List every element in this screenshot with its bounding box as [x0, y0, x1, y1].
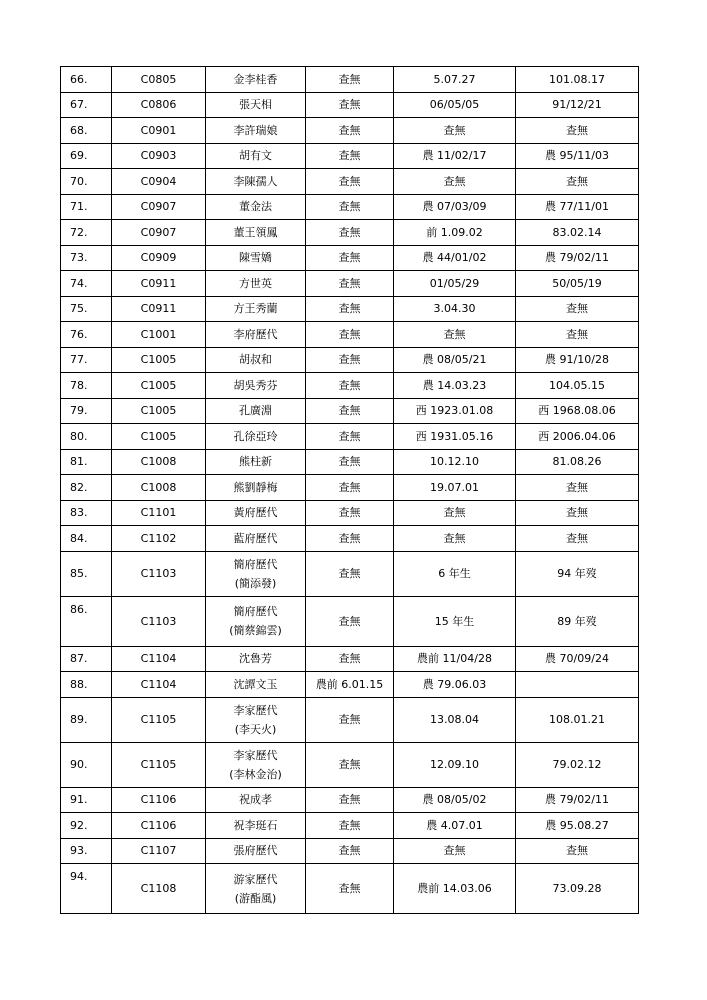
date-cell: 西 1923.01.08 [394, 398, 516, 424]
row-number-cell: 89. [61, 697, 112, 742]
name-line: 藍府歷代 [233, 531, 278, 545]
name-line: 黃府歷代 [233, 506, 278, 520]
date-cell: 農 95/11/03 [516, 143, 639, 169]
name-line: 李許瑞娘 [233, 123, 278, 137]
row-number-cell: 79. [61, 398, 112, 424]
date-cell: 89 年歿 [516, 596, 639, 646]
date-cell: 81.08.26 [516, 449, 639, 475]
name-cell [206, 697, 306, 742]
name-line: 李家歷代 [233, 748, 278, 762]
status-cell: 查無 [306, 864, 394, 914]
row-number-cell: 90. [61, 742, 112, 787]
name-subline: (李天火) [234, 722, 277, 736]
status-cell: 查無 [306, 596, 394, 646]
date-cell: 農 14.03.23 [394, 373, 516, 399]
table-row [61, 813, 639, 839]
code-cell: C1008 [112, 475, 206, 501]
table-row [61, 551, 639, 596]
name-line: 熊柱新 [239, 455, 272, 469]
code-cell: C1005 [112, 424, 206, 450]
name-cell [206, 245, 306, 271]
status-cell: 查無 [306, 347, 394, 373]
date-cell: 查無 [516, 296, 639, 322]
date-cell: 查無 [394, 526, 516, 552]
name-cell [206, 92, 306, 118]
date-cell: 13.08.04 [394, 697, 516, 742]
date-cell: 73.09.28 [516, 864, 639, 914]
code-cell: C0903 [112, 143, 206, 169]
table-row [61, 296, 639, 322]
status-cell: 查無 [306, 143, 394, 169]
date-cell: 農 91/10/28 [516, 347, 639, 373]
date-cell: 查無 [516, 322, 639, 348]
code-cell: C0806 [112, 92, 206, 118]
status-cell: 查無 [306, 838, 394, 864]
name-line: 董王領鳳 [233, 225, 278, 239]
name-cell [206, 864, 306, 914]
table-row [61, 245, 639, 271]
date-cell: 農前 11/04/28 [394, 646, 516, 672]
table-row [61, 271, 639, 297]
name-cell [206, 118, 306, 144]
status-cell: 查無 [306, 424, 394, 450]
table-row [61, 220, 639, 246]
row-number-cell: 94. [61, 864, 112, 914]
date-cell: 查無 [516, 500, 639, 526]
date-cell: 前 1.09.02 [394, 220, 516, 246]
status-cell: 查無 [306, 322, 394, 348]
name-cell [206, 271, 306, 297]
table-row [61, 347, 639, 373]
date-cell: 西 1968.08.06 [516, 398, 639, 424]
row-number-cell: 69. [61, 143, 112, 169]
date-cell: 83.02.14 [516, 220, 639, 246]
row-number-cell: 82. [61, 475, 112, 501]
date-cell: 104.05.15 [516, 373, 639, 399]
row-number-cell: 80. [61, 424, 112, 450]
date-cell: 查無 [394, 118, 516, 144]
code-cell: C1106 [112, 787, 206, 813]
row-number-cell: 93. [61, 838, 112, 864]
row-number-cell: 92. [61, 813, 112, 839]
row-number-cell: 68. [61, 118, 112, 144]
date-cell: 查無 [516, 169, 639, 195]
code-cell: C0907 [112, 220, 206, 246]
table-row [61, 526, 639, 552]
status-cell: 查無 [306, 296, 394, 322]
code-cell: C1005 [112, 347, 206, 373]
name-subline: (簡添發) [234, 576, 277, 590]
name-cell [206, 787, 306, 813]
name-cell [206, 67, 306, 93]
code-cell: C1105 [112, 742, 206, 787]
code-cell: C1103 [112, 596, 206, 646]
name-line: 張天相 [239, 98, 272, 112]
table-row [61, 424, 639, 450]
name-line: 孔徐亞玲 [233, 429, 278, 443]
status-cell: 查無 [306, 169, 394, 195]
name-cell [206, 596, 306, 646]
row-number-cell: 75. [61, 296, 112, 322]
code-cell: C1005 [112, 373, 206, 399]
row-number-cell: 87. [61, 646, 112, 672]
status-cell: 查無 [306, 551, 394, 596]
date-cell: 查無 [516, 838, 639, 864]
code-cell: C0911 [112, 296, 206, 322]
name-cell [206, 551, 306, 596]
date-cell: 12.09.10 [394, 742, 516, 787]
status-cell: 查無 [306, 194, 394, 220]
row-number-cell: 72. [61, 220, 112, 246]
date-cell: 15 年生 [394, 596, 516, 646]
code-cell: C1108 [112, 864, 206, 914]
date-cell: 農 77/11/01 [516, 194, 639, 220]
row-number-cell: 76. [61, 322, 112, 348]
row-number-cell: 66. [61, 67, 112, 93]
row-number-cell: 71. [61, 194, 112, 220]
date-cell: 農 11/02/17 [394, 143, 516, 169]
code-cell: C0805 [112, 67, 206, 93]
name-line: 方世英 [239, 276, 272, 290]
date-cell: 5.07.27 [394, 67, 516, 93]
table-row [61, 322, 639, 348]
row-number-cell: 70. [61, 169, 112, 195]
date-cell: 農 79/02/11 [516, 787, 639, 813]
table-row [61, 500, 639, 526]
table-row [61, 646, 639, 672]
date-cell: 農 4.07.01 [394, 813, 516, 839]
date-cell: 查無 [394, 838, 516, 864]
name-line: 簡府歷代 [233, 605, 278, 618]
name-line: 胡吳秀芬 [233, 378, 278, 392]
name-cell [206, 194, 306, 220]
status-cell: 查無 [306, 398, 394, 424]
name-cell [206, 672, 306, 698]
table-row [61, 67, 639, 93]
date-cell: 農 08/05/02 [394, 787, 516, 813]
date-cell: 查無 [516, 118, 639, 144]
name-cell [206, 813, 306, 839]
code-cell: C0911 [112, 271, 206, 297]
date-cell: 查無 [516, 526, 639, 552]
date-cell: 79.02.12 [516, 742, 639, 787]
name-cell [206, 398, 306, 424]
name-cell [206, 143, 306, 169]
code-cell: C0909 [112, 245, 206, 271]
records-table [60, 66, 639, 914]
table-row [61, 194, 639, 220]
name-cell [206, 500, 306, 526]
name-subline: (簡蔡錦雲) [229, 624, 282, 637]
table-row [61, 864, 639, 914]
code-cell: C1102 [112, 526, 206, 552]
code-cell: C1104 [112, 672, 206, 698]
name-line: 游家歷代 [233, 872, 278, 886]
name-cell [206, 424, 306, 450]
date-cell: 查無 [394, 169, 516, 195]
status-cell: 查無 [306, 118, 394, 144]
name-cell [206, 347, 306, 373]
name-cell [206, 646, 306, 672]
code-cell: C1101 [112, 500, 206, 526]
row-number-cell: 74. [61, 271, 112, 297]
row-number-cell: 83. [61, 500, 112, 526]
name-cell [206, 322, 306, 348]
name-line: 董金法 [239, 200, 272, 214]
name-subline: (李林金治) [229, 767, 282, 781]
name-line: 胡叔和 [239, 353, 272, 367]
table-row [61, 449, 639, 475]
code-cell: C0904 [112, 169, 206, 195]
code-cell: C1105 [112, 697, 206, 742]
record-sheet [60, 66, 638, 914]
status-cell: 查無 [306, 373, 394, 399]
name-line: 胡有文 [239, 149, 272, 163]
status-cell: 查無 [306, 646, 394, 672]
name-cell [206, 475, 306, 501]
date-cell: 19.07.01 [394, 475, 516, 501]
date-cell: 農 70/09/24 [516, 646, 639, 672]
table-row [61, 398, 639, 424]
code-cell: C1106 [112, 813, 206, 839]
date-cell: 農 07/03/09 [394, 194, 516, 220]
name-line: 李陳孺人 [233, 174, 278, 188]
name-line: 祝成孝 [239, 793, 272, 807]
row-number-cell: 85. [61, 551, 112, 596]
name-cell [206, 220, 306, 246]
table-row [61, 118, 639, 144]
status-cell: 查無 [306, 245, 394, 271]
row-number-cell: 78. [61, 373, 112, 399]
name-line: 陳雪嬌 [239, 251, 272, 265]
name-line: 張府歷代 [233, 844, 278, 858]
status-cell: 查無 [306, 742, 394, 787]
date-cell: 查無 [516, 475, 639, 501]
status-cell: 查無 [306, 475, 394, 501]
date-cell: 108.01.21 [516, 697, 639, 742]
name-cell [206, 296, 306, 322]
name-line: 孔廣淵 [239, 404, 272, 418]
status-cell: 查無 [306, 220, 394, 246]
status-cell: 查無 [306, 449, 394, 475]
code-cell: C1107 [112, 838, 206, 864]
table-row [61, 373, 639, 399]
code-cell: C0901 [112, 118, 206, 144]
row-number-cell: 81. [61, 449, 112, 475]
status-cell: 查無 [306, 500, 394, 526]
date-cell: 01/05/29 [394, 271, 516, 297]
name-line: 簡府歷代 [233, 557, 278, 571]
date-cell: 西 2006.04.06 [516, 424, 639, 450]
date-cell: 06/05/05 [394, 92, 516, 118]
code-cell: C1104 [112, 646, 206, 672]
date-cell: 91/12/21 [516, 92, 639, 118]
name-cell [206, 169, 306, 195]
status-cell: 查無 [306, 92, 394, 118]
date-cell: 西 1931.05.16 [394, 424, 516, 450]
table-row [61, 596, 639, 646]
date-cell: 10.12.10 [394, 449, 516, 475]
row-number-cell: 77. [61, 347, 112, 373]
name-line: 熊劉靜梅 [233, 480, 278, 494]
name-cell [206, 373, 306, 399]
code-cell: C1103 [112, 551, 206, 596]
date-cell [516, 672, 639, 698]
status-cell: 查無 [306, 271, 394, 297]
table-row [61, 672, 639, 698]
name-cell [206, 526, 306, 552]
date-cell: 查無 [394, 500, 516, 526]
row-number-cell: 91. [61, 787, 112, 813]
name-line: 沈譚文玉 [233, 677, 278, 691]
code-cell: C1005 [112, 398, 206, 424]
code-cell: C1001 [112, 322, 206, 348]
date-cell: 農 79.06.03 [394, 672, 516, 698]
table-row [61, 92, 639, 118]
status-cell: 查無 [306, 697, 394, 742]
name-line: 方王秀蘭 [233, 302, 278, 316]
table-row [61, 787, 639, 813]
status-cell: 查無 [306, 526, 394, 552]
table-row [61, 475, 639, 501]
table-row [61, 169, 639, 195]
table-row [61, 838, 639, 864]
table-row [61, 697, 639, 742]
date-cell: 農 44/01/02 [394, 245, 516, 271]
row-number-cell: 84. [61, 526, 112, 552]
name-subline: (游酯風) [234, 891, 277, 905]
date-cell: 94 年歿 [516, 551, 639, 596]
row-number-cell: 73. [61, 245, 112, 271]
name-line: 祝李珽石 [233, 818, 278, 832]
status-cell: 查無 [306, 67, 394, 93]
table-row [61, 742, 639, 787]
status-cell: 查無 [306, 813, 394, 839]
date-cell: 101.08.17 [516, 67, 639, 93]
date-cell: 農 79/02/11 [516, 245, 639, 271]
date-cell: 3.04.30 [394, 296, 516, 322]
name-cell [206, 742, 306, 787]
name-cell [206, 449, 306, 475]
name-line: 沈魯芳 [239, 652, 272, 666]
name-line: 金李桂香 [233, 72, 278, 86]
row-number-cell: 86. [61, 596, 112, 646]
name-line: 李家歷代 [233, 703, 278, 717]
date-cell: 查無 [394, 322, 516, 348]
code-cell: C0907 [112, 194, 206, 220]
table-row [61, 143, 639, 169]
name-cell [206, 838, 306, 864]
row-number-cell: 67. [61, 92, 112, 118]
date-cell: 農 95.08.27 [516, 813, 639, 839]
status-cell: 查無 [306, 787, 394, 813]
name-line: 李府歷代 [233, 327, 278, 341]
code-cell: C1008 [112, 449, 206, 475]
status-cell: 農前 6.01.15 [306, 672, 394, 698]
date-cell: 6 年生 [394, 551, 516, 596]
date-cell: 農 08/05/21 [394, 347, 516, 373]
date-cell: 50/05/19 [516, 271, 639, 297]
row-number-cell: 88. [61, 672, 112, 698]
date-cell: 農前 14.03.06 [394, 864, 516, 914]
